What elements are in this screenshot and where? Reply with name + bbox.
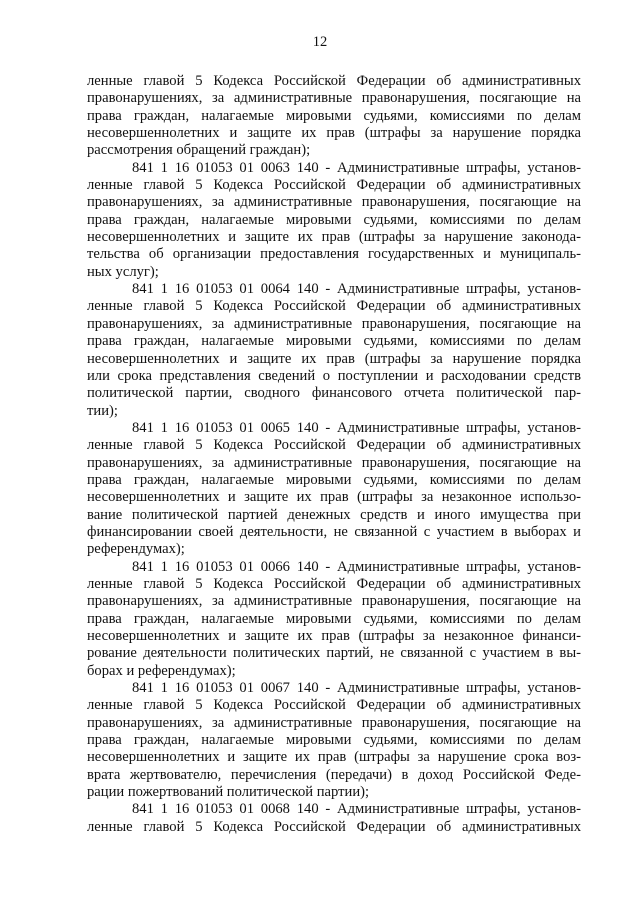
- text-line: 841 1 16 01053 01 0068 140 - Административные штрафы, установ-: [132, 801, 581, 818]
- text-line: ленные главой 5 Кодекса Российской Федерации об административных: [87, 818, 581, 835]
- text-line: права граждан, налагаемые мировыми судьями, комиссиями по делам: [87, 732, 581, 749]
- text-line: правонарушениях, за административные правонарушения, посягающие на: [87, 454, 581, 471]
- text-line: рование деятельности политических партий, не связанной с участием в вы-: [87, 645, 581, 662]
- text-line: несовершеннолетних и защите их прав (штрафы за незаконное использо-: [87, 489, 581, 506]
- text-line: правонарушениях, за административные правонарушения, посягающие на: [87, 714, 581, 731]
- paragraph: [87, 801, 581, 836]
- text-line: ленные главой 5 Кодекса Российской Федерации об административных: [87, 298, 581, 315]
- paragraph: [87, 73, 581, 160]
- text-line: борах и референдумах);: [87, 662, 236, 679]
- document-body: [87, 73, 581, 836]
- text-line: ленные главой 5 Кодекса Российской Федерации об административных: [87, 437, 581, 454]
- text-line: ленные главой 5 Кодекса Российской Федерации об административных: [87, 177, 581, 194]
- text-line: правонарушениях, за административные правонарушения, посягающие на: [87, 315, 581, 332]
- text-line: несовершеннолетних и защите их прав (штрафы за нарушение порядка: [87, 350, 581, 367]
- text-line: 841 1 16 01053 01 0067 140 - Административные штрафы, установ-: [132, 680, 581, 697]
- text-line: 841 1 16 01053 01 0063 140 - Административные штрафы, установ-: [132, 159, 581, 176]
- text-line: ных услуг);: [87, 263, 159, 280]
- paragraph: [87, 160, 581, 281]
- text-line: ленные главой 5 Кодекса Российской Федерации об административных: [87, 697, 581, 714]
- text-line: права граждан, налагаемые мировыми судьями, комиссиями по делам: [87, 610, 581, 627]
- paragraph: [87, 680, 581, 801]
- text-line: рассмотрения обращений граждан);: [87, 142, 311, 159]
- text-line: правонарушениях, за административные правонарушения, посягающие на: [87, 593, 581, 610]
- text-line: рации пожертвований политической партии);: [87, 784, 370, 801]
- text-line: тии);: [87, 402, 118, 419]
- text-line: или срока представления сведений о поступлении и расходовании средств: [87, 367, 581, 384]
- text-line: 841 1 16 01053 01 0064 140 - Административные штрафы, установ-: [132, 281, 581, 298]
- text-line: несовершеннолетних и защите их прав (штрафы за нарушение порядка: [87, 125, 581, 142]
- text-line: тельства об организации предоставления государственных и муниципаль-: [87, 246, 581, 263]
- text-line: ленные главой 5 Кодекса Российской Федерации об административных: [87, 575, 581, 592]
- text-line: вание политической партией денежных средств и иного имущества при: [87, 506, 581, 523]
- text-line: ленные главой 5 Кодекса Российской Федерации об административных: [87, 73, 581, 89]
- paragraph: [87, 420, 581, 559]
- paragraph: [87, 559, 581, 680]
- text-line: несовершеннолетних и защите их прав (штрафы за незаконное финанси-: [87, 628, 581, 644]
- text-line: финансировании своей деятельности, не связанной с участием в выборах и: [87, 523, 581, 540]
- text-line: 841 1 16 01053 01 0066 140 - Административные штрафы, установ-: [132, 558, 581, 575]
- text-line: права граждан, налагаемые мировыми судьями, комиссиями по делам: [87, 211, 581, 228]
- text-line: несовершеннолетних и защите их прав (штрафы за нарушение срока воз-: [87, 749, 581, 766]
- text-line: политической партии, сводного финансового отчета политической пар-: [87, 385, 581, 402]
- paragraph: [87, 281, 581, 420]
- text-line: права граждан, налагаемые мировыми судьями, комиссиями по делам: [87, 107, 581, 124]
- text-line: референдумах);: [87, 541, 185, 558]
- text-line: правонарушениях, за административные правонарушения, посягающие на: [87, 90, 581, 107]
- text-line: несовершеннолетних и защите их прав (штрафы за нарушение законода-: [87, 229, 581, 246]
- text-line: права граждан, налагаемые мировыми судьями, комиссиями по делам: [87, 471, 581, 488]
- text-line: права граждан, налагаемые мировыми судьями, комиссиями по делам: [87, 333, 581, 350]
- text-line: врата жертвователю, перечисления (передачи) в доход Российской Феде-: [87, 766, 581, 783]
- page-number: 12: [312, 34, 328, 50]
- text-line: 841 1 16 01053 01 0065 140 - Административные штрафы, установ-: [132, 419, 581, 436]
- text-line: правонарушениях, за административные правонарушения, посягающие на: [87, 194, 581, 211]
